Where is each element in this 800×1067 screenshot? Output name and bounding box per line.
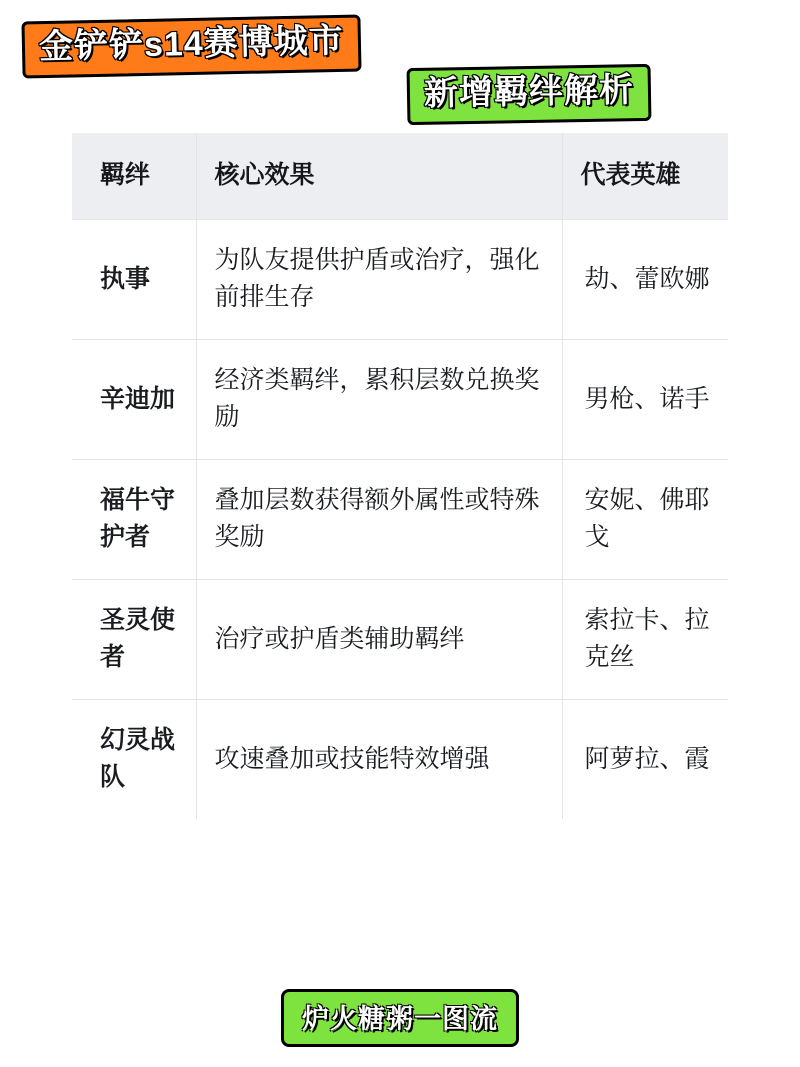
table-row — [72, 219, 728, 339]
headline-banner-secondary: 新增羁绊解析 — [407, 64, 652, 125]
footer-watermark-badge: 炉火糖粥一图流 — [281, 989, 519, 1047]
table-body — [72, 219, 728, 819]
headline-banner-primary: 金铲铲s14赛博城市 — [21, 14, 361, 78]
cell-effect: 叠加层数获得额外属性或特殊奖励 — [196, 459, 562, 579]
table-row — [72, 459, 728, 579]
trait-table-container — [72, 133, 728, 819]
table-header — [72, 133, 728, 219]
cell-heroes: 阿萝拉、霞 — [562, 699, 728, 819]
cell-trait: 执事 — [72, 219, 196, 339]
cell-effect: 治疗或护盾类辅助羁绊 — [196, 579, 562, 699]
trait-table — [72, 133, 728, 819]
cell-heroes: 安妮、佛耶戈 — [562, 459, 728, 579]
cell-effect: 攻速叠加或技能特效增强 — [196, 699, 562, 819]
table-header-row — [72, 133, 728, 219]
cell-trait: 幻灵战队 — [72, 699, 196, 819]
cell-trait: 辛迪加 — [72, 339, 196, 459]
column-header-trait: 羁绊 — [72, 133, 196, 219]
cell-heroes: 男枪、诺手 — [562, 339, 728, 459]
column-header-effect: 核心效果 — [196, 133, 562, 219]
cell-trait: 福牛守护者 — [72, 459, 196, 579]
table-row — [72, 699, 728, 819]
cell-trait: 圣灵使者 — [72, 579, 196, 699]
cell-effect: 为队友提供护盾或治疗，强化前排生存 — [196, 219, 562, 339]
cell-heroes: 劫、蕾欧娜 — [562, 219, 728, 339]
column-header-heroes: 代表英雄 — [562, 133, 728, 219]
cell-heroes: 索拉卡、拉克丝 — [562, 579, 728, 699]
table-row — [72, 579, 728, 699]
table-row — [72, 339, 728, 459]
cell-effect: 经济类羁绊，累积层数兑换奖励 — [196, 339, 562, 459]
